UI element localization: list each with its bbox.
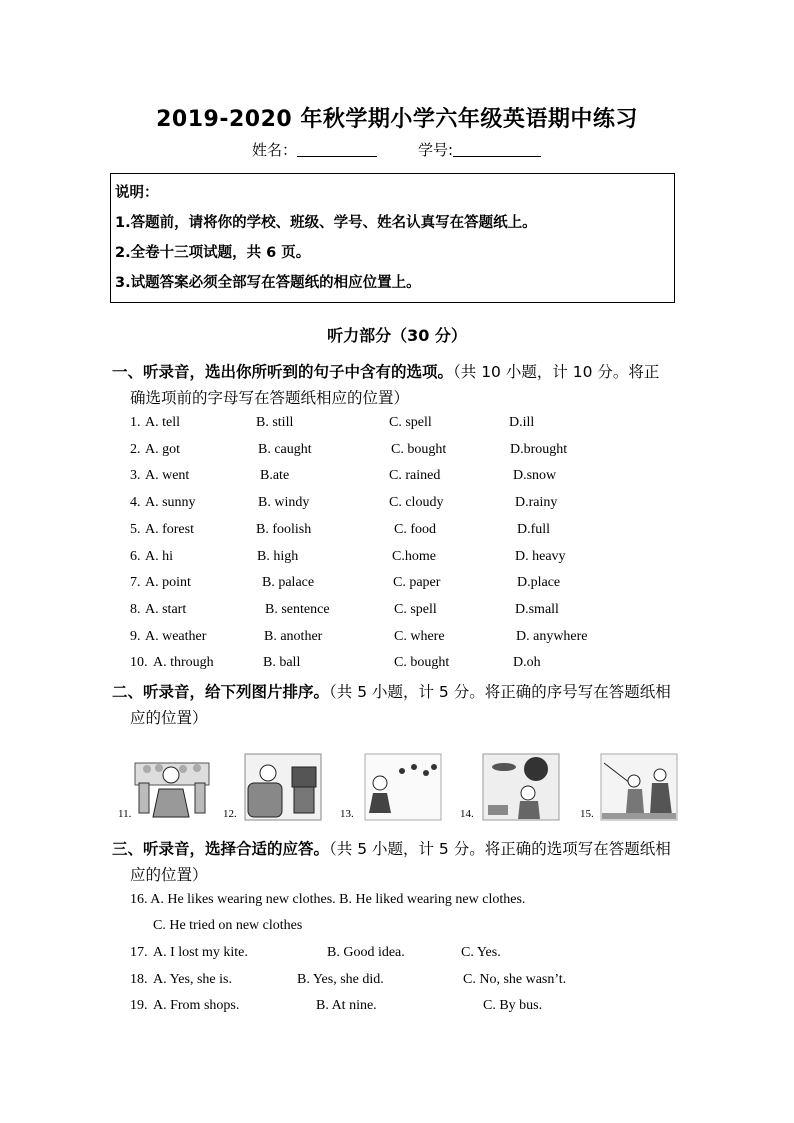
student-id-field[interactable] <box>418 139 541 160</box>
name-field[interactable] <box>252 139 377 160</box>
part3-instruction-bold: 三、听录音，选择合适的应答。 <box>112 840 330 858</box>
option-a: A. through <box>153 655 214 670</box>
question-16-line2: C. He tried on new clothes <box>153 918 303 933</box>
question-number: 4. <box>130 495 141 510</box>
option-d: D.full <box>517 522 551 537</box>
student-id-blank[interactable] <box>453 142 541 157</box>
option-b: B. another <box>264 629 323 644</box>
question-16-line1: 16. A. He likes wearing new clothes. B. He liked wearing new clothes. <box>130 892 526 907</box>
option-d: D.rainy <box>515 495 558 510</box>
crowd-costume-picture <box>133 753 211 821</box>
option-b: B. windy <box>258 495 310 510</box>
part2-instruction-rest: （共 5 小题，计 5 分。将正确的序号写在答题纸相 <box>329 683 671 701</box>
picture-number-13: 13. <box>340 808 354 820</box>
option-a: A. forest <box>145 522 194 537</box>
part3-instruction <box>112 837 671 859</box>
option-a: A. point <box>145 575 191 590</box>
option-d: D. heavy <box>515 549 566 564</box>
option-a: A. sunny <box>145 495 196 510</box>
part3-instruction-rest: （共 5 小题，计 5 分。将正确的选项写在答题纸相 <box>329 840 671 858</box>
option-d: D.place <box>517 575 561 590</box>
option-a: A. weather <box>145 629 207 644</box>
option-c: C. cloudy <box>389 495 444 510</box>
question-18-option-a: A. Yes, she is. <box>153 972 232 987</box>
part1-instruction-bold: 一、听录音，选出你所听到的句子中含有的选项。 <box>112 363 454 381</box>
option-c: C. bought <box>391 442 447 457</box>
question-17-number: 17. <box>130 945 148 960</box>
question-number: 3. <box>130 468 141 483</box>
question-18-option-b: B. Yes, she did. <box>297 972 384 987</box>
option-c: C. spell <box>394 602 437 617</box>
option-d: D.snow <box>513 468 557 483</box>
option-b: B.ate <box>260 468 290 483</box>
question-number: 8. <box>130 602 141 617</box>
part3-instruction-line2: 应的位置） <box>130 866 208 884</box>
question-18-number: 18. <box>130 972 148 987</box>
notes-heading: 说明： <box>115 185 159 201</box>
question-19-option-a: A. From shops. <box>153 998 240 1013</box>
option-c: C. bought <box>394 655 450 670</box>
question-19-number: 19. <box>130 998 148 1013</box>
question-number: 5. <box>130 522 141 537</box>
option-b: B. ball <box>263 655 301 670</box>
part1-instruction-line2: 确选项前的字母写在答题纸相应的位置） <box>130 389 410 407</box>
question-19-option-c: C. By bus. <box>483 998 543 1013</box>
option-d: D.small <box>515 602 559 617</box>
option-a: A. hi <box>145 549 173 564</box>
question-number: 10. <box>130 655 148 670</box>
name-blank[interactable] <box>297 142 377 157</box>
part1-instruction-rest: （共 10 小题，计 10 分。将正 <box>453 363 660 381</box>
option-b: B. still <box>256 415 294 430</box>
option-c: C. rained <box>389 468 441 483</box>
question-17-option-a: A. I lost my kite. <box>153 945 248 960</box>
option-c: C. paper <box>393 575 441 590</box>
page-title: 2019-2020 年秋学期小学六年级英语期中练习 <box>156 107 638 132</box>
question-19-option-b: B. At nine. <box>316 998 377 1013</box>
option-b: B. sentence <box>265 602 330 617</box>
option-c: C.home <box>392 549 436 564</box>
option-a: A. got <box>145 442 180 457</box>
option-c: C. where <box>394 629 445 644</box>
option-d: D. anywhere <box>516 629 588 644</box>
listening-section-heading: 听力部分（30 分） <box>327 326 467 345</box>
option-b: B. palace <box>262 575 315 590</box>
picture-number-11: 11. <box>118 808 132 820</box>
option-d: D.ill <box>509 415 535 430</box>
question-number: 6. <box>130 549 141 564</box>
question-number: 2. <box>130 442 141 457</box>
man-watching-tv-picture <box>244 753 322 821</box>
question-number: 1. <box>130 415 141 430</box>
option-b: B. foolish <box>256 522 312 537</box>
question-17-option-c: C. Yes. <box>461 945 501 960</box>
picture-number-15: 15. <box>580 808 594 820</box>
picture-number-14: 14. <box>460 808 474 820</box>
question-18-option-c: C. No, she wasn’t. <box>463 972 567 987</box>
option-a: A. went <box>145 468 190 483</box>
girl-watching-birds-picture <box>364 753 442 821</box>
fishing-men-picture <box>600 753 678 821</box>
note-line-1: 1.答题前，请将你的学校、班级、学号、姓名认真写在答题纸上。 <box>115 215 537 231</box>
option-b: B. high <box>257 549 299 564</box>
note-line-2: 2.全卷十三项试题，共 6 页。 <box>115 245 311 261</box>
name-label: 姓名： <box>252 141 298 159</box>
question-number: 9. <box>130 629 141 644</box>
part2-instruction-bold: 二、听录音，给下列图片排序。 <box>112 683 330 701</box>
question-number: 7. <box>130 575 141 590</box>
ufo-man-picture <box>482 753 560 821</box>
option-c: C. spell <box>389 415 432 430</box>
option-c: C. food <box>394 522 436 537</box>
instructions-box <box>110 173 675 303</box>
part2-instruction-line2: 应的位置） <box>130 709 208 727</box>
option-a: A. start <box>145 602 187 617</box>
part1-instruction <box>112 360 659 382</box>
option-d: D.brought <box>510 442 568 457</box>
note-line-3: 3.试题答案必须全部写在答题纸的相应位置上。 <box>115 275 421 291</box>
student-id-label: 学号: <box>418 141 454 159</box>
question-17-option-b: B. Good idea. <box>327 945 405 960</box>
part2-instruction <box>112 680 671 702</box>
option-b: B. caught <box>258 442 312 457</box>
picture-number-12: 12. <box>223 808 237 820</box>
option-a: A. tell <box>145 415 180 430</box>
option-d: D.oh <box>513 655 541 670</box>
